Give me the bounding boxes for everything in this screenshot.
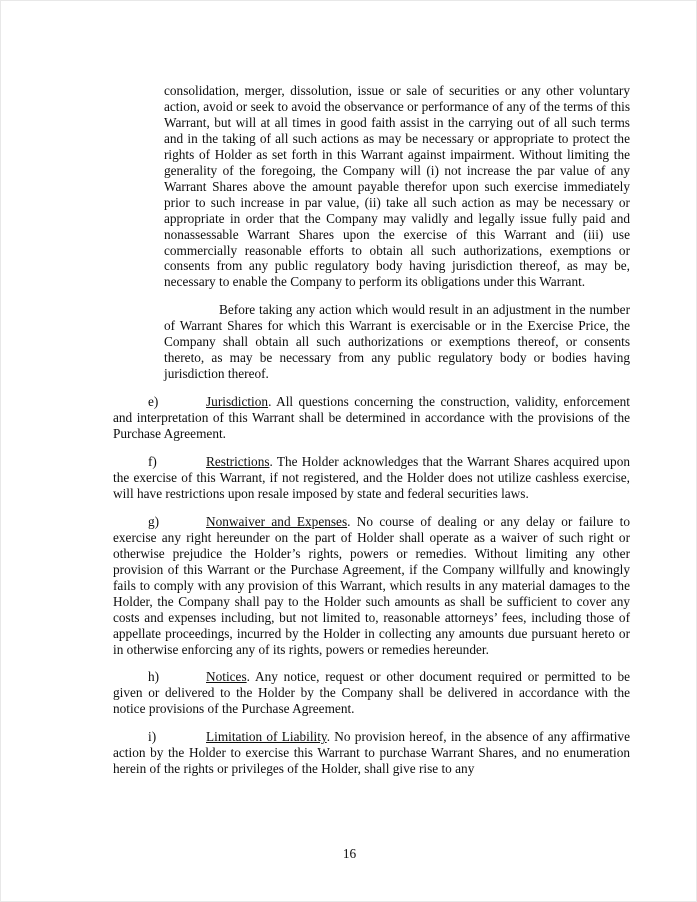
section-restrictions (113, 454, 630, 502)
section-heading: Limitation of Liability (206, 729, 327, 745)
section-nonwaiver-and-expenses (113, 514, 630, 658)
paragraph-continuation: consolidation, merger, dissolution, issue or sale of securities or any other voluntary action, avoid or seek to avoid the observance or performance of any of the terms of this Warrant, but will at all times in good faith assist in the carrying out of all such terms and in the taking of all such actions as may be necessary or appropriate to protect the rights of Holder as set forth in this Warrant against impairment. Without limiting the generality of the foregoing, the Company will (i) not increase the par value of any Warrant Shares above the amount payable therefor upon such exercise immediately prior to such increase in par value, (ii) take all such action as may be necessary or appropriate in order that the Company may validly and legally issue fully paid and nonassessable Warrant Shares upon the exercise of this Warrant and (iii) use commercially reasonable efforts to obtain all such authorizations, exemptions or consents from any public regulatory body having jurisdiction thereof, as may be, necessary to enable the Company to perform its obligations under this Warrant. (164, 83, 630, 290)
section-body: . All questions concerning the construction, validity, enforcement and interpretation of this Warrant shall be determined in accordance with the provisions of the Purchase Agreement. (113, 394, 630, 442)
section-label: h) (148, 669, 160, 685)
section-heading: Notices (206, 669, 247, 685)
section-jurisdiction (113, 394, 630, 442)
section-notices (113, 669, 630, 717)
section-limitation-of-liability (113, 729, 630, 777)
section-body: . The Holder acknowledges that the Warrant Shares acquired upon the exercise of this Warrant, if not registered, and the Holder does not utilize cashless exercise, will have restrictions upon resale imposed by state and federal securities laws. (113, 454, 630, 501)
section-body: . Any notice, request or other document required or permitted to be given or delivered to the Holder by the Company shall be delivered in accordance with the notice provisions of the Purchase Agreement. (113, 669, 630, 717)
section-body: . No provision hereof, in the absence of any affirmative action by the Holder to exercise this Warrant to purchase Warrant Shares, and no enumeration herein of the rights or privileges of the Holder, shall give rise to any (113, 729, 630, 777)
section-label: g) (148, 513, 160, 529)
section-label: i) (148, 729, 157, 745)
section-heading: Jurisdiction (206, 394, 269, 410)
section-label: e) (148, 394, 159, 410)
section-heading: Restrictions (206, 454, 270, 470)
section-heading: Nonwaiver and Expenses (206, 513, 348, 529)
document-content (113, 83, 630, 789)
section-body: . No course of dealing or any delay or failure to exercise any right hereunder on the part of Holder shall operate as a waiver of such right or otherwise prejudice the Holder’s rights, powers or remedies. Without limiting any other provision of this Warrant or the Purchase Agreement, if the Company willfully and knowingly fails to comply with any provision of this Warrant, which results in any material damages to the Holder, the Company shall pay to the Holder such amounts as shall be sufficient to cover any costs and expenses including, but not limited to, reasonable attorneys’ fees, including those of appellate proceedings, incurred by the Holder in collecting any amounts due pursuant hereto or in otherwise enforcing any of its rights, powers or remedies hereunder. (113, 513, 630, 657)
section-label: f) (148, 454, 157, 470)
page-number: 16 (342, 846, 357, 861)
paragraph-before-taking-action: Before taking any action which would result in an adjustment in the number of Warrant Shares for which this Warrant is exercisable or in the Exercise Price, the Company shall obtain all such authorizations or exemptions thereof, or consents thereto, as may be necessary from any public regulatory body or bodies having jurisdiction thereof. (164, 302, 630, 382)
